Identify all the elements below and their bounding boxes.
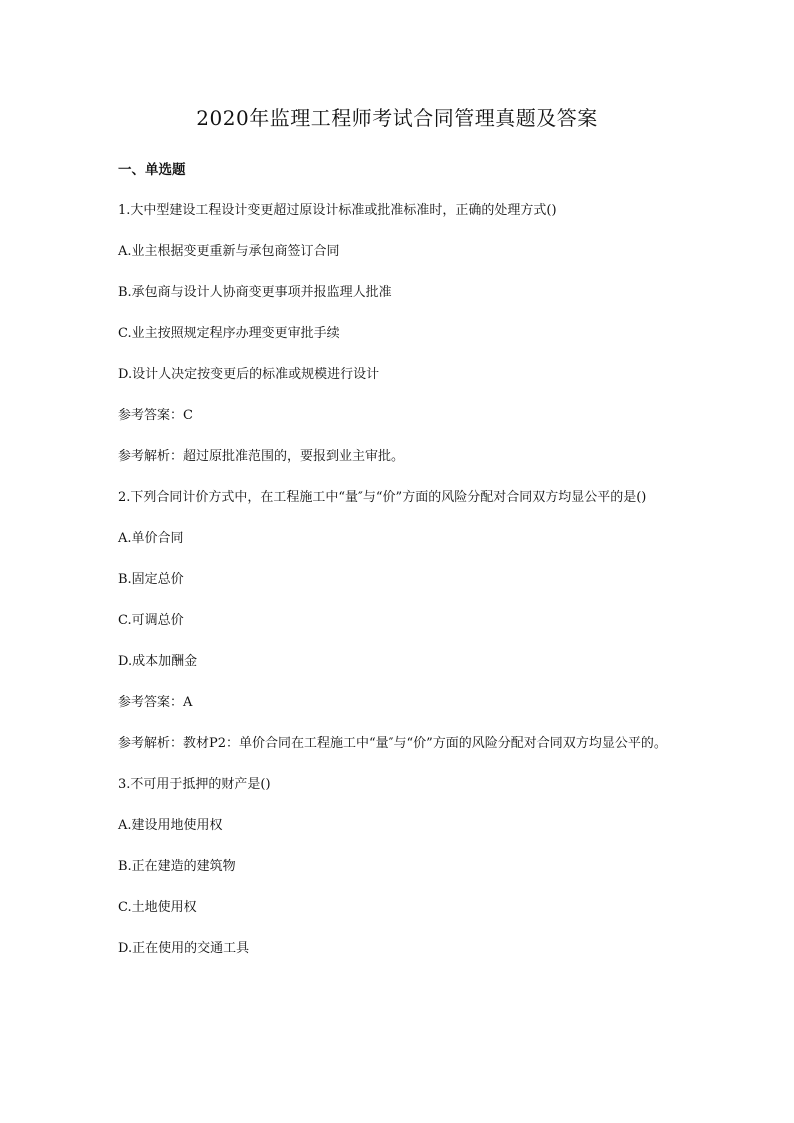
question-1-option-c: C.业主按照规定程序办理变更审批手续 <box>118 326 340 341</box>
question-2-option-c: C.可调总价 <box>118 613 184 628</box>
question-1-option-a: A.业主根据变更重新与承包商签订合同 <box>118 244 340 259</box>
question-3-option-b: B.正在建造的建筑物 <box>118 859 236 874</box>
question-1-answer: 参考答案：C <box>118 408 193 423</box>
question-2-answer: 参考答案：A <box>118 695 193 710</box>
document-title: 2020年监理工程师考试合同管理真题及答案 <box>196 106 598 130</box>
question-1-option-b: B.承包商与设计人协商变更事项并报监理人批准 <box>118 285 392 300</box>
question-3-option-a: A.建设用地使用权 <box>118 818 223 833</box>
question-2-stem: 2.下列合同计价方式中，在工程施工中“量″与“价”方面的风险分配对合同双方均显公平的是() <box>118 490 647 505</box>
document-body <box>118 160 683 980</box>
question-2-analysis: 参考解析：教材P2：单价合同在工程施工中“量″与“价”方面的风险分配对合同双方均显公平的。 <box>118 736 667 751</box>
section-heading: 一、单选题 <box>118 162 186 178</box>
question-1-analysis: 参考解析：超过原批准范围的，要报到业主审批。 <box>118 449 405 464</box>
question-1-stem: 1.大中型建设工程设计变更超过原设计标准或批准标准时，正确的处理方式() <box>118 203 557 218</box>
question-3-option-d: D.正在使用的交通工具 <box>118 941 250 956</box>
question-3-stem: 3.不可用于抵押的财产是() <box>118 777 271 792</box>
question-2-option-b: B.固定总价 <box>118 572 184 587</box>
question-3-option-c: C.土地使用权 <box>118 900 197 915</box>
question-2-option-a: A.单价合同 <box>118 531 184 546</box>
question-2-option-d: D.成本加酬金 <box>118 654 198 669</box>
question-1-option-d: D.设计人决定按变更后的标准或规模进行设计 <box>118 367 380 382</box>
